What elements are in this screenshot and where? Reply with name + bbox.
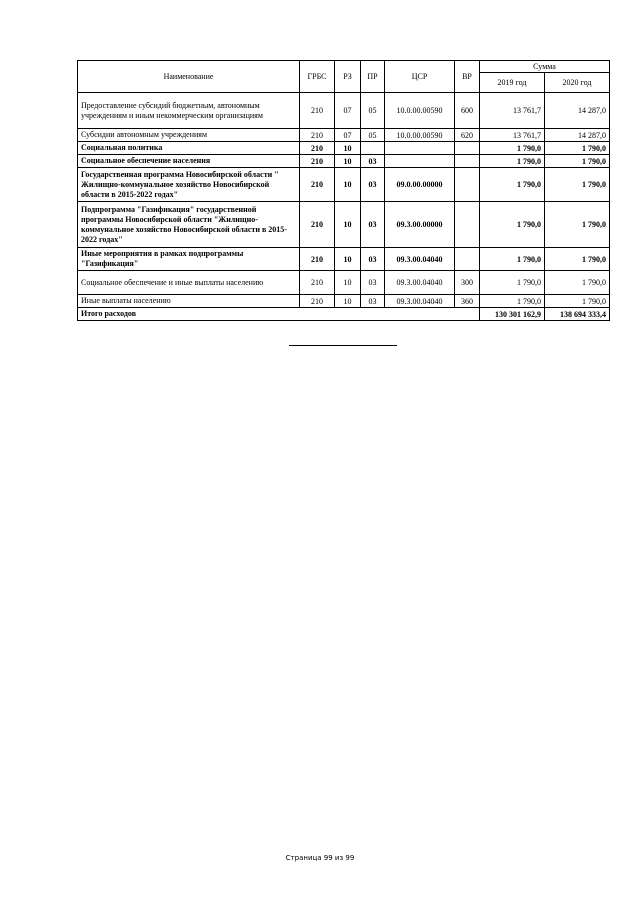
row-rz: 10 <box>335 248 361 271</box>
row-grbs: 210 <box>300 168 335 202</box>
row-vr <box>455 168 480 202</box>
row-2019: 1 790,0 <box>480 271 545 295</box>
row-rz: 07 <box>335 129 361 142</box>
row-vr: 600 <box>455 93 480 129</box>
page-number: Страница 99 из 99 <box>285 854 355 862</box>
row-2019: 1 790,0 <box>480 202 545 248</box>
total-2020: 138 694 333,4 <box>545 308 610 321</box>
total-label: Итого расходов <box>78 308 480 321</box>
row-name: Социальное обеспечение и иные выплаты населению <box>78 271 300 295</box>
row-rz: 10 <box>335 295 361 308</box>
row-2020: 1 790,0 <box>545 248 610 271</box>
row-csr: 09.3.00.04040 <box>385 271 455 295</box>
row-grbs: 210 <box>300 129 335 142</box>
row-2020: 1 790,0 <box>545 155 610 168</box>
row-csr <box>385 142 455 155</box>
row-grbs: 210 <box>300 248 335 271</box>
row-name: Субсидии автономным учреждениям <box>78 129 300 142</box>
row-rz: 10 <box>335 142 361 155</box>
header-name: Наименование <box>78 61 300 93</box>
row-pr: 03 <box>361 168 385 202</box>
row-2020: 14 287,0 <box>545 93 610 129</box>
row-vr <box>455 248 480 271</box>
row-2020: 1 790,0 <box>545 168 610 202</box>
table-row <box>78 142 610 155</box>
row-grbs: 210 <box>300 295 335 308</box>
row-2020: 1 790,0 <box>545 295 610 308</box>
row-pr <box>361 142 385 155</box>
row-2020: 14 287,0 <box>545 129 610 142</box>
row-name: Иные выплаты населению <box>78 295 300 308</box>
row-csr: 09.3.00.04040 <box>385 295 455 308</box>
row-pr: 03 <box>361 295 385 308</box>
table-row <box>78 168 610 202</box>
total-2019: 130 301 162,9 <box>480 308 545 321</box>
table-row <box>78 93 610 129</box>
row-2019: 1 790,0 <box>480 295 545 308</box>
row-2019: 1 790,0 <box>480 155 545 168</box>
row-2020: 1 790,0 <box>545 271 610 295</box>
row-grbs: 210 <box>300 155 335 168</box>
row-csr: 09.3.00.04040 <box>385 248 455 271</box>
header-grbs: ГРБС <box>300 61 335 93</box>
row-pr: 03 <box>361 248 385 271</box>
row-pr: 05 <box>361 93 385 129</box>
row-pr: 05 <box>361 129 385 142</box>
row-vr: 360 <box>455 295 480 308</box>
row-pr: 03 <box>361 271 385 295</box>
row-name: Социальное обеспечение населения <box>78 155 300 168</box>
row-2020: 1 790,0 <box>545 202 610 248</box>
row-vr: 300 <box>455 271 480 295</box>
budget-table <box>77 60 610 321</box>
row-rz: 10 <box>335 168 361 202</box>
row-vr: 620 <box>455 129 480 142</box>
row-pr: 03 <box>361 202 385 248</box>
header-2020: 2020 год <box>545 73 610 93</box>
row-csr: 09.3.00.00000 <box>385 202 455 248</box>
row-name: Подпрограмма "Газификация" государственной программы Новосибирской области "Жилищно-коммунальное хозяйство Новосибирской области в 2015-2022 годах" <box>78 202 300 248</box>
row-2019: 1 790,0 <box>480 248 545 271</box>
table-row <box>78 129 610 142</box>
row-rz: 10 <box>335 271 361 295</box>
row-2019: 13 761,7 <box>480 93 545 129</box>
table-row <box>78 155 610 168</box>
header-2019: 2019 год <box>480 73 545 93</box>
row-csr: 09.0.00.00000 <box>385 168 455 202</box>
row-grbs: 210 <box>300 142 335 155</box>
row-grbs: 210 <box>300 271 335 295</box>
table-row <box>78 295 610 308</box>
total-row <box>78 308 610 321</box>
header-vr: ВР <box>455 61 480 93</box>
row-rz: 07 <box>335 93 361 129</box>
row-vr <box>455 155 480 168</box>
row-rz: 10 <box>335 155 361 168</box>
row-2019: 1 790,0 <box>480 142 545 155</box>
row-2019: 13 761,7 <box>480 129 545 142</box>
table-row <box>78 271 610 295</box>
row-csr <box>385 155 455 168</box>
row-rz: 10 <box>335 202 361 248</box>
table-row <box>78 248 610 271</box>
divider-line <box>289 345 397 346</box>
row-name: Иные мероприятия в рамках подпрограммы "Газификация" <box>78 248 300 271</box>
row-grbs: 210 <box>300 93 335 129</box>
row-name: Государственная программа Новосибирской области " Жилищно-коммунальное хозяйство Новосибирской области в 2015-2022 годах" <box>78 168 300 202</box>
row-vr <box>455 202 480 248</box>
header-sum: Сумма <box>480 61 610 73</box>
row-grbs: 210 <box>300 202 335 248</box>
header-rz: РЗ <box>335 61 361 93</box>
row-name: Социальная политика <box>78 142 300 155</box>
table-row <box>78 202 610 248</box>
row-csr: 10.0.00.00590 <box>385 93 455 129</box>
header-pr: ПР <box>361 61 385 93</box>
header-csr: ЦСР <box>385 61 455 93</box>
row-vr <box>455 142 480 155</box>
row-csr: 10.0.00.00590 <box>385 129 455 142</box>
row-pr: 03 <box>361 155 385 168</box>
row-name: Предоставление субсидий бюджетным, автономным учреждениям и иным некоммерческим организациям <box>78 93 300 129</box>
row-2019: 1 790,0 <box>480 168 545 202</box>
row-2020: 1 790,0 <box>545 142 610 155</box>
